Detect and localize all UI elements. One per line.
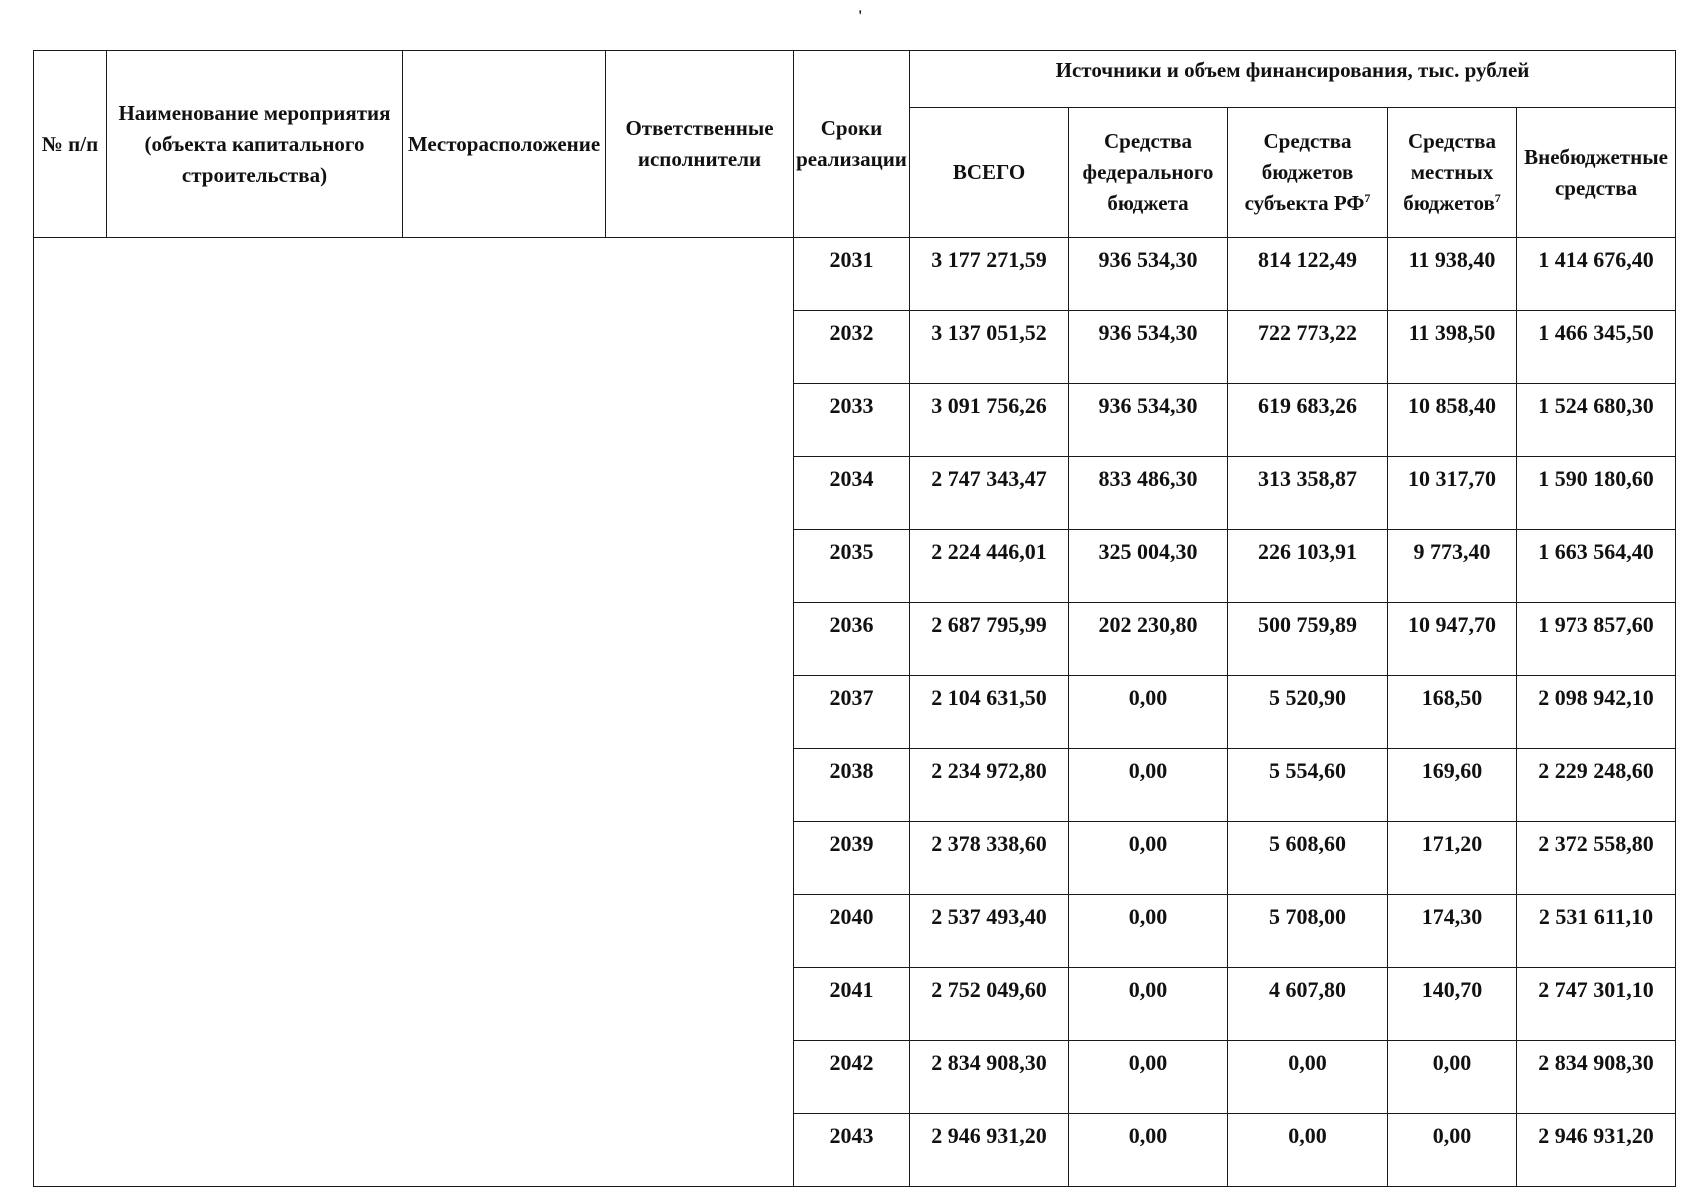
- cell-total: 2 104 631,50: [910, 676, 1069, 749]
- page-mark: ': [858, 8, 863, 25]
- table-body: [34, 238, 1676, 1187]
- cell-subject: 619 683,26: [1228, 384, 1388, 457]
- header-location: Месторасположение: [403, 51, 606, 238]
- header-local: [1388, 108, 1517, 238]
- cell-federal: 0,00: [1069, 1114, 1228, 1187]
- cell-local: 9 773,40: [1388, 530, 1517, 603]
- cell-federal: 0,00: [1069, 749, 1228, 822]
- cell-extrabudget: 1 590 180,60: [1517, 457, 1676, 530]
- cell-total: 2 946 931,20: [910, 1114, 1069, 1187]
- cell-local: 10 317,70: [1388, 457, 1517, 530]
- cell-subject: 0,00: [1228, 1041, 1388, 1114]
- cell-year: 2042: [794, 1041, 910, 1114]
- cell-federal: 0,00: [1069, 895, 1228, 968]
- cell-extrabudget: 1 466 345,50: [1517, 311, 1676, 384]
- header-funding-group: Источники и объем финансирования, тыс. рублей: [910, 51, 1676, 108]
- cell-year: 2031: [794, 238, 910, 311]
- cell-federal: 936 534,30: [1069, 311, 1228, 384]
- cell-subject: 0,00: [1228, 1114, 1388, 1187]
- financing-table: [33, 50, 1676, 1187]
- cell-total: 3 177 271,59: [910, 238, 1069, 311]
- cell-extrabudget: 1 973 857,60: [1517, 603, 1676, 676]
- header-responsible: Ответственные исполнители: [606, 51, 794, 238]
- cell-subject: 5 520,90: [1228, 676, 1388, 749]
- cell-subject: 226 103,91: [1228, 530, 1388, 603]
- header-subject: [1228, 108, 1388, 238]
- cell-federal: 0,00: [1069, 1041, 1228, 1114]
- cell-year: 2034: [794, 457, 910, 530]
- cell-year: 2039: [794, 822, 910, 895]
- cell-federal: 325 004,30: [1069, 530, 1228, 603]
- cell-local: 0,00: [1388, 1114, 1517, 1187]
- cell-total: 2 834 908,30: [910, 1041, 1069, 1114]
- cell-extrabudget: 2 834 908,30: [1517, 1041, 1676, 1114]
- cell-year: 2033: [794, 384, 910, 457]
- cell-extrabudget: 1 524 680,30: [1517, 384, 1676, 457]
- cell-extrabudget: 2 747 301,10: [1517, 968, 1676, 1041]
- cell-year: 2040: [794, 895, 910, 968]
- cell-local: 174,30: [1388, 895, 1517, 968]
- header-num: № п/п: [34, 51, 107, 238]
- cell-year: 2032: [794, 311, 910, 384]
- cell-subject: 5 608,60: [1228, 822, 1388, 895]
- cell-total: 2 234 972,80: [910, 749, 1069, 822]
- cell-extrabudget: 2 946 931,20: [1517, 1114, 1676, 1187]
- cell-total: 2 537 493,40: [910, 895, 1069, 968]
- cell-total: 3 137 051,52: [910, 311, 1069, 384]
- cell-local: 0,00: [1388, 1041, 1517, 1114]
- cell-local: 11 398,50: [1388, 311, 1517, 384]
- cell-total: 2 224 446,01: [910, 530, 1069, 603]
- cell-extrabudget: 2 229 248,60: [1517, 749, 1676, 822]
- cell-total: 2 687 795,99: [910, 603, 1069, 676]
- merged-empty-cell: [34, 238, 794, 1187]
- header-terms: Сроки реализации: [794, 51, 910, 238]
- cell-local: 169,60: [1388, 749, 1517, 822]
- cell-federal: 936 534,30: [1069, 238, 1228, 311]
- cell-extrabudget: 2 098 942,10: [1517, 676, 1676, 749]
- cell-federal: 0,00: [1069, 968, 1228, 1041]
- cell-year: 2041: [794, 968, 910, 1041]
- cell-subject: 4 607,80: [1228, 968, 1388, 1041]
- header-local-footnote: 7: [1494, 191, 1501, 205]
- cell-subject: 500 759,89: [1228, 603, 1388, 676]
- cell-total: 3 091 756,26: [910, 384, 1069, 457]
- cell-extrabudget: 1 414 676,40: [1517, 238, 1676, 311]
- cell-subject: 814 122,49: [1228, 238, 1388, 311]
- cell-extrabudget: 2 531 611,10: [1517, 895, 1676, 968]
- header-subject-footnote: 7: [1364, 191, 1371, 205]
- cell-local: 168,50: [1388, 676, 1517, 749]
- table-row: [34, 238, 1676, 311]
- cell-local: 171,20: [1388, 822, 1517, 895]
- cell-subject: 5 554,60: [1228, 749, 1388, 822]
- cell-extrabudget: 1 663 564,40: [1517, 530, 1676, 603]
- cell-federal: 202 230,80: [1069, 603, 1228, 676]
- cell-federal: 833 486,30: [1069, 457, 1228, 530]
- cell-total: 2 747 343,47: [910, 457, 1069, 530]
- header-local-label: Средства местных бюджетов: [1403, 129, 1496, 215]
- cell-federal: 0,00: [1069, 676, 1228, 749]
- header-name: Наименование мероприятия (объекта капитального строительства): [107, 51, 403, 238]
- header-extrabudget: Внебюджетные средства: [1517, 108, 1676, 238]
- cell-local: 140,70: [1388, 968, 1517, 1041]
- cell-extrabudget: 2 372 558,80: [1517, 822, 1676, 895]
- cell-year: 2036: [794, 603, 910, 676]
- cell-local: 10 858,40: [1388, 384, 1517, 457]
- cell-year: 2037: [794, 676, 910, 749]
- cell-subject: 5 708,00: [1228, 895, 1388, 968]
- cell-year: 2038: [794, 749, 910, 822]
- header-subject-label: Средства бюджетов субъекта РФ: [1244, 129, 1365, 215]
- header-federal: Средства федерального бюджета: [1069, 108, 1228, 238]
- cell-local: 10 947,70: [1388, 603, 1517, 676]
- header-total: ВСЕГО: [910, 108, 1069, 238]
- cell-year: 2043: [794, 1114, 910, 1187]
- cell-local: 11 938,40: [1388, 238, 1517, 311]
- cell-subject: 313 358,87: [1228, 457, 1388, 530]
- cell-total: 2 378 338,60: [910, 822, 1069, 895]
- cell-federal: 936 534,30: [1069, 384, 1228, 457]
- cell-federal: 0,00: [1069, 822, 1228, 895]
- cell-subject: 722 773,22: [1228, 311, 1388, 384]
- cell-year: 2035: [794, 530, 910, 603]
- cell-total: 2 752 049,60: [910, 968, 1069, 1041]
